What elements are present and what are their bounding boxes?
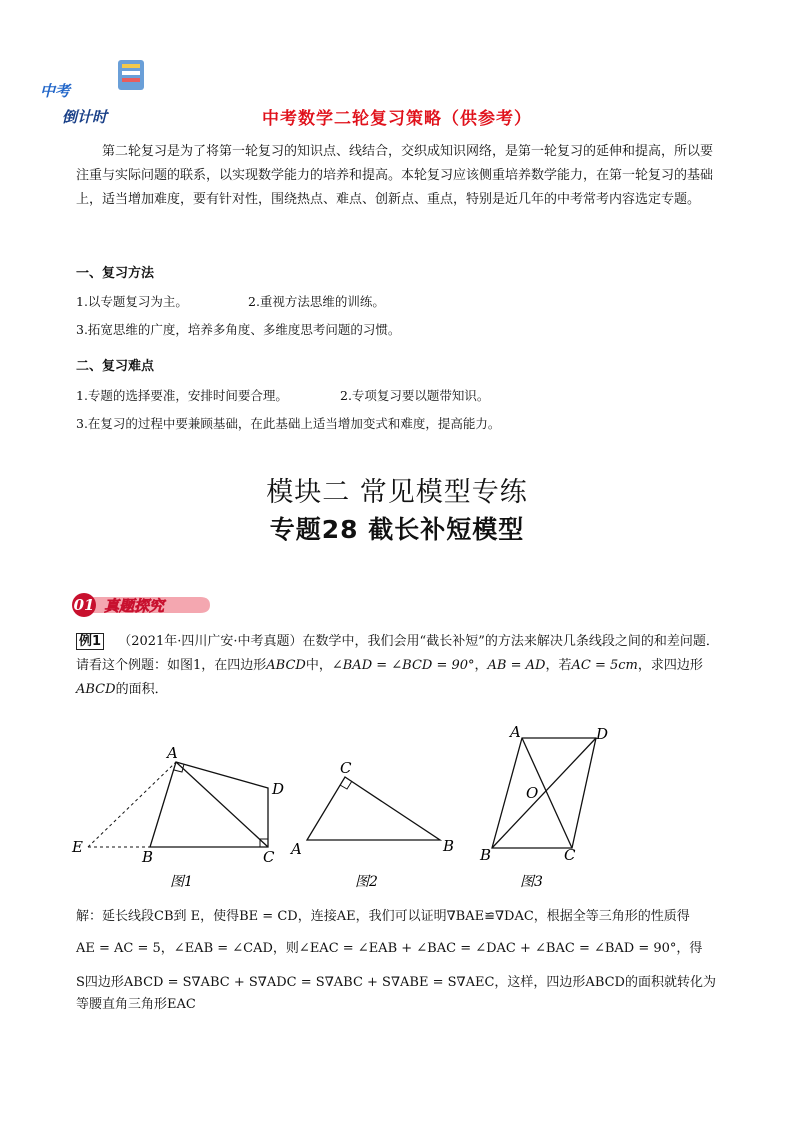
figure-1 [60, 740, 300, 890]
label-A: A [291, 840, 302, 858]
section2-item3: 3.在复习的过程中要兼顾基础，在此基础上适当增加变式和难度，提高能力。 [76, 416, 501, 431]
section2-heading: 二、复习难点 [76, 359, 155, 374]
label-C: C [263, 848, 275, 866]
example-quad: ABCD [266, 658, 306, 673]
example-ac: AC = 5cm [571, 658, 638, 673]
badge-number: 01 [73, 596, 95, 614]
example-label: 例1 [76, 633, 104, 650]
example-text-d: ，求四边形 [637, 658, 703, 673]
label-A: A [510, 723, 521, 741]
solution-line3: S四边形ABCD = S∇ABC + S∇ADC = S∇ABC + S∇ABE = S∇AEC，这样，四边形ABCD的面积就转化为等腰直角三角形EAC [76, 975, 716, 1012]
example-angles: ∠BAD = ∠BCD = 90° [331, 658, 475, 673]
fig3-caption: 图3 [520, 874, 543, 890]
example-source: （2021年·四川广安·中考真题） [118, 634, 303, 649]
label-O: O [526, 784, 539, 802]
badge-label: 真题探究 [104, 597, 165, 615]
solution-line2: AE = AC = 5，∠EAB = ∠CAD，则∠EAC = ∠EAB + ∠BAC = ∠DAC + ∠BAC = ∠BAD = 90°，得 [76, 941, 703, 956]
label-B: B [142, 848, 154, 866]
fig1-caption: 图1 [170, 874, 193, 890]
example-text-a: 在数学中，我们会用“截长补短”的方法来解决几条线段之间的和差问题．请看这个例题：如图1，在四边形 [76, 634, 719, 673]
figure-2 [285, 755, 465, 890]
example-text-c: ，若 [545, 658, 572, 673]
triangle-ABC [307, 777, 440, 840]
section1-item3: 3.拓宽思维的广度，培养多角度、多维度思考问题的习惯。 [76, 322, 401, 337]
topic-title: 专题28 截长补短模型 [269, 515, 525, 544]
label-C: C [564, 846, 576, 864]
label-D: D [596, 725, 609, 743]
solution-line1: 解：延长线段CB到 E，使得BE = CD，连接AE，我们可以证明∇BAE≌∇DAC，根据全等三角形的性质得 [76, 909, 690, 924]
label-B: B [443, 837, 455, 855]
strategy-title: 中考数学二轮复习策略（供参考） [262, 109, 532, 129]
example-text-e: 的面积． [115, 682, 168, 697]
example-1 [76, 630, 722, 702]
label-C: C [340, 759, 352, 777]
logo-line1: 中考 [40, 82, 71, 100]
label-D: D [272, 780, 285, 798]
section2-item2: 2.专项复习要以题带知识。 [340, 388, 490, 403]
example-sep1: ， [474, 658, 488, 673]
example-text-b: 中， [305, 658, 332, 673]
label-E: E [72, 838, 83, 856]
logo-line2: 倒计时 [62, 108, 108, 126]
label-B: B [480, 846, 492, 864]
strategy-intro: 第二轮复习是为了将第一轮复习的知识点、线结合，交织成知识网络，是第一轮复习的延伸和提高，所以要注重与实际问题的联系，以实现数学能力的培养和提高。本轮复习应该侧重培养数学能力，在第一轮复习的基础上，适当增加难度，要有针对性，围绕热点、难点、创新点、重点，特别是近几年的中考常考内容选定专题。 [76, 144, 714, 207]
label-A: A [167, 744, 178, 762]
section2-item1: 1.专题的选择要准，安排时间要合理。 [76, 388, 288, 403]
example-quad2: ABCD [76, 682, 116, 697]
module-title: 模块二 常见模型专练 [266, 477, 528, 508]
quad-ABCD [150, 762, 268, 847]
fig2-caption: 图2 [355, 874, 378, 890]
section1-item1: 1.以专题复习为主。 [76, 294, 188, 309]
section1-heading: 一、复习方法 [76, 266, 155, 281]
section1-item2: 2.重视方法思维的训练。 [248, 294, 385, 309]
figure-3 [470, 720, 630, 890]
section-badge [70, 592, 212, 618]
example-eq: AB = AD [487, 658, 546, 673]
